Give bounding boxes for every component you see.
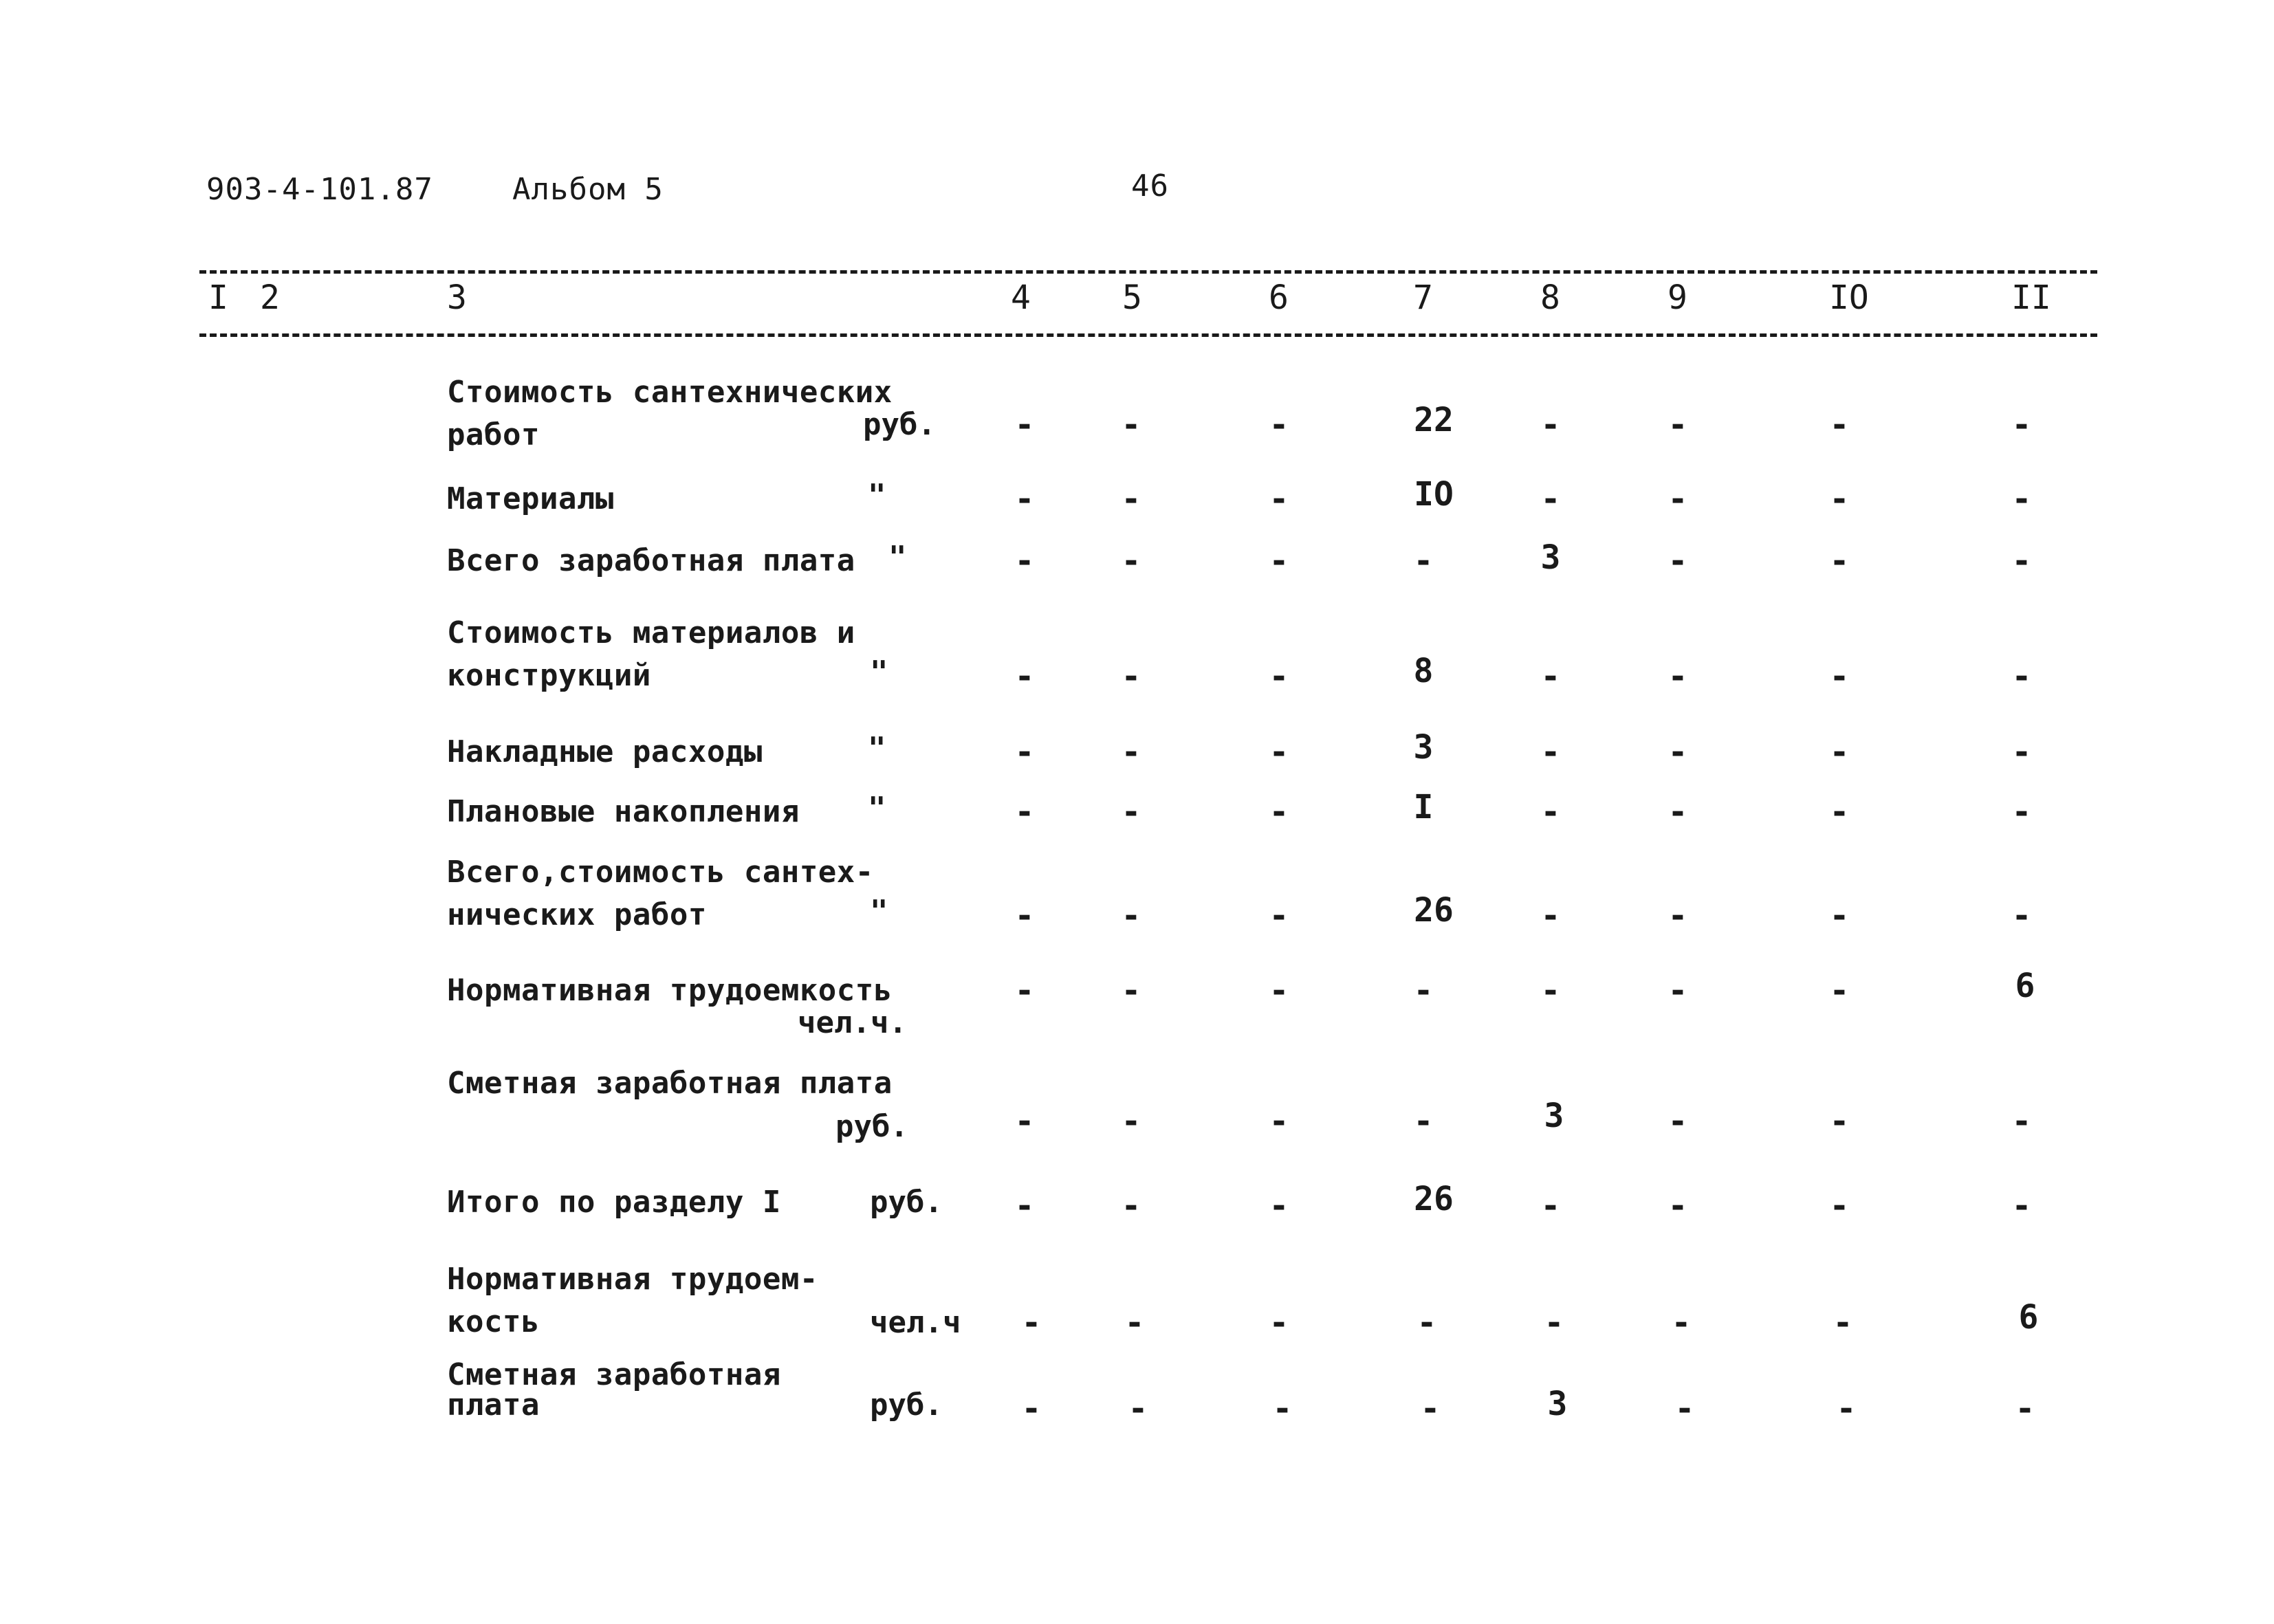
cell-col6: - [1269,972,1289,1010]
cell-col5: - [1121,480,1141,518]
cell-col6: - [1269,733,1289,771]
cell-col4: - [1014,793,1035,831]
row-label: Нормативная трудоем- кость [447,1262,818,1339]
cell-col4: - [1014,972,1035,1010]
cell-col7: 8 [1413,652,1434,690]
cell-col11: - [2011,480,2032,518]
cell-col6: - [1269,897,1289,935]
cell-col10: - [1829,897,1850,935]
cell-col10: - [1829,480,1850,518]
cell-col8: - [1544,1304,1564,1342]
cell-col7: 26 [1414,891,1454,930]
cell-col6: - [1269,480,1289,518]
cell-col8: - [1540,793,1561,831]
cell-col7: 22 [1414,401,1454,439]
column-number-11: II [2011,278,2051,317]
cell-col7: 26 [1414,1180,1454,1218]
cell-col11: - [2011,657,2032,696]
cell-col11: 6 [2018,1298,2039,1337]
cell-col8: 3 [1547,1385,1568,1423]
row-unit: " [868,791,886,826]
column-number-4: 4 [1011,278,1031,317]
row-unit: " [870,655,888,690]
column-number-1: I [208,278,228,317]
cell-col11: - [2011,793,2032,831]
cell-col8: - [1540,733,1561,771]
cell-col9: - [1668,1102,1688,1141]
cell-col5: - [1124,1304,1145,1342]
page-number: 46 [1131,168,1169,204]
cell-col7: - [1413,972,1434,1010]
cell-col7: 3 [1413,728,1434,767]
row-unit: руб. [835,1109,908,1144]
row-unit: " [868,478,886,513]
cell-col5: - [1128,1390,1148,1428]
cell-col9: - [1668,793,1688,831]
cell-col9: - [1674,1390,1695,1428]
column-number-2: 2 [260,278,280,317]
cell-col6: - [1269,542,1289,580]
cell-col9: - [1668,1187,1688,1225]
row-unit: руб. [870,1185,943,1220]
cell-col10: - [1829,406,1850,444]
cell-col8: - [1540,897,1561,935]
cell-col5: - [1121,657,1141,696]
cell-col5: - [1121,897,1141,935]
cell-col5: - [1121,542,1141,580]
row-label: Материалы [447,481,614,516]
row-unit: чел.ч. [798,1005,907,1040]
cell-col10: - [1829,657,1850,696]
cell-col11: - [2011,1102,2032,1141]
cell-col9: - [1668,480,1688,518]
cell-col4: - [1014,733,1035,771]
cell-col11: - [2011,406,2032,444]
column-number-3: 3 [447,278,467,317]
cell-col10: - [1829,1102,1850,1141]
row-label: Нормативная трудоемкость [447,973,893,1008]
cell-col8: - [1540,657,1561,696]
column-number-5: 5 [1122,278,1142,317]
row-label: Сметная заработная плата [447,1066,893,1101]
row-unit: руб. [870,1387,943,1423]
cell-col6: - [1272,1390,1293,1428]
cell-col7: - [1420,1390,1441,1428]
cell-col8: 3 [1540,538,1561,577]
cell-col10: - [1829,542,1850,580]
cell-col9: - [1668,657,1688,696]
cell-col8: - [1540,480,1561,518]
row-label: Всего заработная плата [447,543,855,578]
cell-col5: - [1121,793,1141,831]
cell-col10: - [1833,1304,1853,1342]
row-label: Сметная заработная плата [447,1357,781,1423]
column-number-6: 6 [1269,278,1289,317]
cell-col6: - [1269,793,1289,831]
row-unit: " [868,731,886,766]
row-label: Всего,стоимость сантех- нических работ [447,855,874,932]
cell-col5: - [1121,733,1141,771]
cell-col5: - [1121,406,1141,444]
row-label: Стоимость сантехнических работ [447,375,893,452]
cell-col4: - [1014,542,1035,580]
cell-col10: - [1829,1187,1850,1225]
table-header-rule [199,333,2097,337]
cell-col9: - [1671,1304,1692,1342]
row-label: Стоимость материалов и конструкций [447,615,855,693]
cell-col7: - [1413,542,1434,580]
cell-col8: - [1540,1187,1561,1225]
cell-col4: - [1014,480,1035,518]
cell-col7: - [1413,1102,1434,1141]
cell-col8: 3 [1544,1097,1564,1135]
cell-col9: - [1668,406,1688,444]
cell-col6: - [1269,1102,1289,1141]
row-label: Накладные расходы [447,734,763,769]
cell-col11: - [2011,542,2032,580]
cell-col10: - [1829,972,1850,1010]
row-unit: чел.ч [870,1305,961,1340]
cell-col11: - [2011,1187,2032,1225]
cell-col7: I [1413,788,1434,826]
cell-col5: - [1121,972,1141,1010]
cell-col4: - [1021,1304,1042,1342]
cell-col9: - [1668,542,1688,580]
cell-col11: 6 [2015,967,2035,1005]
cell-col9: - [1668,972,1688,1010]
cell-col5: - [1121,1102,1141,1141]
cell-col6: - [1269,406,1289,444]
cell-col4: - [1021,1390,1042,1428]
cell-col7: IO [1414,475,1454,514]
cell-col10: - [1829,793,1850,831]
cell-col6: - [1269,1187,1289,1225]
column-number-8: 8 [1540,278,1560,317]
cell-col4: - [1014,1102,1035,1141]
table-top-rule [199,270,2097,274]
column-number-7: 7 [1413,278,1433,317]
cell-col4: - [1014,1187,1035,1225]
cell-col10: - [1836,1390,1857,1428]
cell-col4: - [1014,406,1035,444]
cell-col11: - [2011,897,2032,935]
cell-col10: - [1829,733,1850,771]
cell-col11: - [2011,733,2032,771]
cell-col5: - [1121,1187,1141,1225]
cell-col8: - [1540,972,1561,1010]
row-label: Плановые накопления [447,794,800,829]
row-unit: руб. [863,407,936,442]
album-label: Альбом 5 [512,172,664,207]
cell-col8: - [1540,406,1561,444]
column-number-10: IO [1829,278,1869,317]
cell-col6: - [1269,657,1289,696]
cell-col11: - [2015,1390,2035,1428]
row-label: Итого по разделу I [447,1185,781,1220]
cell-col4: - [1014,657,1035,696]
cell-col6: - [1269,1304,1289,1342]
column-number-9: 9 [1668,278,1687,317]
cell-col9: - [1668,733,1688,771]
document-code: 903-4-101.87 [206,172,433,207]
cell-col7: - [1417,1304,1437,1342]
cell-col4: - [1014,897,1035,935]
cell-col9: - [1668,897,1688,935]
row-unit: " [888,540,907,575]
row-unit: " [870,894,888,929]
